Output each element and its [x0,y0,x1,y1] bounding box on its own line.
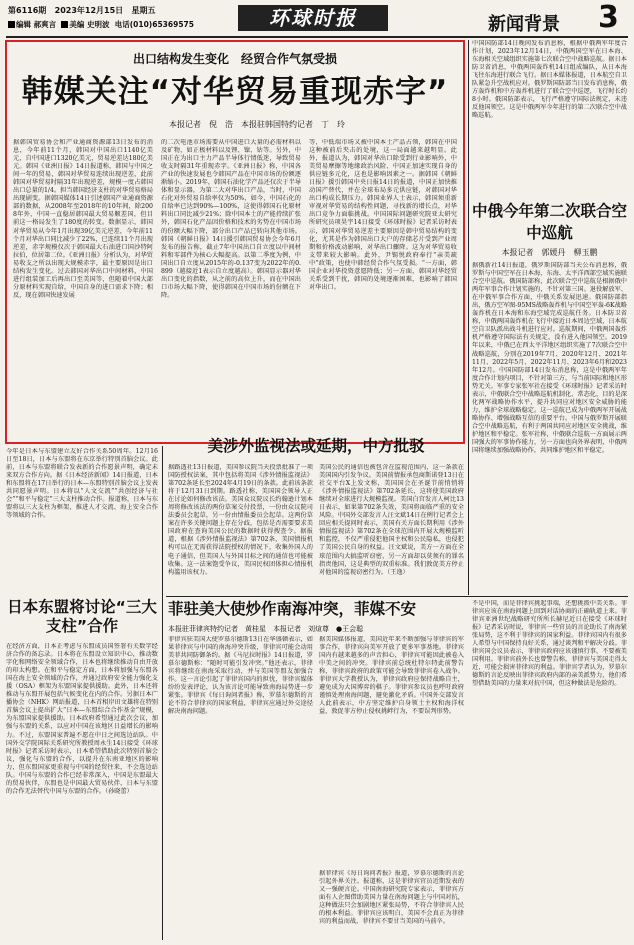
right-lead-top [472,40,627,200]
bottom-byline: 本报驻菲律宾特约记者 黄桂星 本报记者 刘煊尊 ●王会聪 [168,625,364,633]
masthead [0,0,634,38]
page-number: 3 [598,0,619,35]
bottom-title: 菲驻美大使炒作南海冲突，菲媒不安 [168,600,417,618]
bottom-article-divider [166,596,628,597]
lead-title: 韩媒关注“对华贸易重现赤字” [21,74,449,110]
bottom-body-4: 不是中国，而是菲律宾挑起事端，还想挑拨中美关系。菲律宾应该在南海问题上回到对话协商的正确轨道上来。菲律宾亚洲世纪战略研究所所长赫尼近日在接受《环球时报》记者采访时说，菲律宾一些官员的言论助长了南海紧张局势，这不利于菲律宾的国家利益。菲律宾国内有很多人希望与中国保持良好关系，通过谈判和平解决分歧。菲律宾国会议员表示，菲律宾政府应该谨慎行事，不要被美国利用。菲律宾前外长也曾警告称，菲律宾与美国走得太近，可能会损害菲律宾的利益。菲律宾学者认为，罗慕尔德斯的言论反映出菲律宾政府内部的亲美派势力，他们希望借助美国的力量来对抗中国，但这种做法是危险的。 [472,600,627,688]
left-col-top-text: 今年是日本与东盟建立友好合作关系50周年。12月16日至18日，日本与东盟将在东京举行特别首脑会议。此前，日本与东盟将联合发表新的合作愿景声明，确定未来双方合作方向。据《日本经济新闻》14日报道，日本和东盟将在17日举行的日本—东盟特别首脑会议上发表共同愿景声明。日本将以“人文交流”“共创经济与社会”“和平与稳定”三大支柱推动合作。报道称，日本与东盟将以三大支柱为框架，推进人才交流、海上安全合作等领域的合作。 [6,448,158,520]
bottom-body-1: 菲律宾驻美国大使罗慕尔德斯13日在华盛顿表示，如果菲律宾与中国的南海冲突升级，菲律宾可能会动用美菲共同防御条约。据《马尼拉时报》14日报道，罗慕尔德斯称：“随时可能引发冲突。”他还表示，菲律宾将继续在南海采取行动，并与美国等盟友加强合作。这一言论引起了菲律宾国内的担忧，菲律宾媒体纷纷发表评论，认为该言论可能导致南海局势进一步紧张。菲律宾《每日询问者报》称，罗慕尔德斯的言论不符合菲律宾的国家利益，菲律宾应通过外交途径解决南海问题。 [168,636,313,716]
section-name: 新闻背景 [488,14,560,35]
right-column-divider [468,40,469,595]
middle-body-2: 美国公民的通信也被包含在监视范围内，这一条款在美国国内引发争议。美国前情报承包商斯诺登13日在社交平台X上发文称，美国国会在圣诞节前悄悄将《涉外情报监视法》第702条延长，这将使美国政府继续对全球进行大规模监视。美国白宫发言人柯比13日表示，如果第702条失效，美国将面临严重的安全风险。中国外交部发言人汪文斌14日在例行记者会上回应相关提问时表示，美国有关方面长期利用《涉外情报监视法》第702条在全球范围内开展大规模监听和监控，不仅严重侵犯他国主权和公民隐私，也侵犯了美国公民自身的权益。汪文斌说，美方一方面在全球范围内大搞监听窃密，另一方面却以莫须有的罪名指责他国，这是典型的双重标准。我们敦促美方停止对他国的监视窃密行为。（王逸） [319,464,464,576]
issue-info [8,5,156,16]
right-lead-body-text: 据俄新社14日报道，俄罗斯国防部当天公布消息称，俄罗斯与中国空军在日本海、东海、太平洋西部空域实施联合空中巡航。俄国防部称，此次联合空中巡航是根据俄中两年军事合作计划实施的，不针对第三国。退役解放军、在中俄军事合作方面，中俄关系发展迅速。俄国防部指出，俄方空军图-95MS战略轰炸机与中国空军轰-6K战略轰炸机在日本海和东海空域完成巡航任务。日本防卫省称，中俄两国轰炸机在飞行中接近日本周边空域，日本航空自卫队派出战斗机进行应对。巡航期间，中俄两国轰炸机严格遵守国际法有关规定，没有进入他国领空。2019年以来，中俄已在西太平洋地区组织实施了7次联合空中战略巡航，分别在2019年7月、2020年12月、2021年11月、2022年5月、2022年11月、2023年6月和2023年12月。中国国防部14日发布消息称，这是中俄两军年度合作计划内项目，不针对第三方，与当前国际和地区形势无关。军事专家张军社在接受《环球时报》记者采访时表示，中俄联合空中战略巡航机制化、常态化，目的是深化两军战略协作水平，提升共同应对地区安全威胁的能力，维护全球战略稳定。这一巡航已成为中俄两军开展战略协作、增强战略互信的重要平台。中国与俄罗斯开展联合空中战略巡航，有利于两国共同应对地区安全挑战，维护地区和平稳定。张军社称，中俄联合巡航一方面展示两国强大的军事协作能力，另一方面也向外界表明，中俄两国将继续加强战略协作，共同维护地区和平稳定。 [472,262,627,455]
left-col-top [6,448,158,580]
lead-article-box [5,40,465,444]
bottom-body-2: 据美国媒体报道，美国近年来不断加强与菲律宾的军事合作，菲律宾向美军开放了更多军事基地。菲律宾国内有越来越多的声音担心，菲律宾可能因此被卷入中美之间的冲突。菲律宾前总统杜特尔特此前警告称，菲律宾政府的政策可能会导致菲律宾卷入战争。菲律宾大学教授认为，菲律宾政府应保持战略自主，避免成为大国博弈的棋子。菲律宾参议员也呼吁政府谨慎处理南海问题，避免激化矛盾。中国外交部发言人此前表示，中方坚定维护自身领土主权和海洋权益，敦促菲方停止侵权挑衅行为，不要误判形势。 [319,636,464,716]
bottom-col-1 [168,636,313,938]
middle-col-1 [168,464,313,592]
newspaper-logo [238,5,388,31]
left-column-divider [162,446,163,940]
issue-number: 第6116期 [8,6,47,15]
right-lead-body [472,262,627,595]
issue-date: 2023年12月15日 [54,6,124,15]
left-col-title: 日本东盟将讨论“三大支柱”合作 [7,598,157,635]
middle-col-2 [319,464,464,592]
lead-kicker: 出口结构发生变化 经贸合作气氛受损 [132,52,337,66]
square-bullet-icon [8,21,15,28]
lead-col-3 [309,139,457,439]
middle-title: 美涉外监视法或延期，中方批驳 [207,437,425,455]
lead-col-1 [13,139,153,439]
staff-designer: 美编 史明波 [69,20,110,29]
masthead-divider [6,36,628,38]
bottom-col-4 [472,600,627,938]
square-bullet-icon [61,21,68,28]
left-col-body-text: 在经济方面，日本正考虑与东盟成员国签署有关数字经济合作的备忘录。日本将在东盟设立知识中心，推动数字化和网络安全领域合作，日本也将继续推动自由开放的印太构想。在和平与稳定方面，日本将加强与东盟各国在海上安全领域的合作，并通过政府安全能力强化支援（OSA）框架为东盟国家提供援助。此外，日本还将推动与东盟开展包括气候变化在内的合作。另据日本广播协会（NHK）网站报道，日本首相岸田文雄将在特别首脑会议上提出扩大“日本—东盟综合合作基金”规模，为东盟国家提供援助。日本政府希望通过此次会议，加强与东盟的关系，以应对中国在该地区日益增长的影响力。不过，东盟国家普遍不愿在中日之间选边站队。中国外交学院国际关系研究所教授周永生14日接受《环球时报》记者采访时表示，日本希望借助此次特别首脑会议，强化与东盟的合作，以提升在东南亚地区的影响力，但东盟国家更重视与中国的经贸往来，不会选边站队。中国与东盟的合作已经非常深入，中国是东盟最大的贸易伙伴，东盟也是中国最大贸易伙伴，日本与东盟的合作无法替代中国与东盟的合作。（孙晓蕾） [6,643,158,795]
left-col-body [6,643,158,938]
right-lead-title: 中俄今年第二次联合空中巡航 [472,202,628,242]
bottom-body-3: 据菲律宾《每日询问者报》报道，罗慕尔德斯的言论引起外界关注。报道称，这是菲律宾官员近期发表的又一强硬言论。中国南海研究院专家表示，菲律宾方面有人企图借助美国力量在南海问题上与中国对抗，这种做法只会加剧地区紧张局势，不符合菲律宾人民的根本利益。菲律宾应该明白，美国不会真正为菲律宾的利益而战，菲律宾不要甘当美国的马前卒。 [319,870,464,926]
lead-body-3: 等，中低端市场又被中国本土产品占领，韩国在中国这种被前后夹击的处境，这一局面越来越明显。此外，报道认为，韩国对华出口除受到行业影响外，中美贸易摩擦等地缘政治风险、中国正加速实现自身的供应链多元化，这也是影响因素之一。据韩国《朝鲜日报》援引韩国中央日报14日的报道，中国正加快推动国产替代，并在全球布局多元供应链，对韩国对华出口构成长期压力。韩国业界人士表示，韩国须重新审视对华贸易的结构性问题，寻找新的增长点，对华出口竞争力面临挑战。中国国际问题研究院亚太研究所研究员项昊宇14日接受《环球时报》记者采访时表示，韩国对华贸易逆差主要原因是韩中贸易结构的变化，尤其是作为韩国出口大户的存储芯片受到产业周期和价格波动影响，对华出口骤降。这为对华贸易收支带来较大影响。此外，尹锡悦政府奉行“亲美疏中”政策，也使中韩经贸合作气氛受损。“一方面，韩国企业对华投资意愿降低；另一方面，韩国对华经贸关系受到干扰，韩国的处境逐渐困难，也影响了韩国对华出口。 [309,139,457,291]
lead-byline: 本报记者 倪 浩 本报驻韩国特约记者 丁 玲 [169,120,345,129]
lead-body-2: 的二次电池市场需要从中国进口大量的必需材料以及矿物，如正极材料以及锂、镍、钴等。另外，中国正在为出口主力产品半导体行情低迷，导致贸易收支时隔31年重现赤字。《亚洲日报》称，中国各产业的快速发展也令韩国产品在中国市场的份额逐渐缩小。2019年，韩国石油化学产品还仅次于半导体和显示器，为第二大对华出口产品，当时，中国石化对外贸易自给率仅为50%，如今，中国石化的自给率已达到90%—100%，这使得韩国石化原材料出口同比减少21%；除中国本土的产能持续扩张外，韩国石化产品因价格和技术的劣势在中国市场的份额大幅下降，部分出口产品已转向其他市场。韩国《朝鲜日报》14日援引韩国贸易协会今年6月发布的报告称，截止7年中国出口自立度以中间材料和零部件为核心大幅提高。以第二季度为例，中国出口自立度从2015年的-0.137变为2022年的0.899（越接近1表示自立度越高）。韩国显示器对华出口变化的指数，从之前的高位上升，而在中国出口市场大幅下降，使得韩国在中国市场的份额在下降。 [161,139,301,299]
right-lead-byline: 本报记者 郭媛丹 柳玉鹏 [501,248,598,257]
lead-body-1: 据韩国贸易协会和产业通商资源部13日发布的消息，今年前11个月，韩国对中国出口1140亿美元，自中国进口1320亿美元，贸易逆差达180亿美元。韩国《亚洲日报》14日报道称，韩国与中国之间一年的贸易，韩国对华贸易连续出现逆差，此前韩国对华贸易时隔31年出现逆差，规模一度占韩国出口总量的1/4。担当韩国经济支柱的对华贸易格局出现剧变。据韩国媒体14日引述韩国产业通商资源部的数据，从2008年至2018年的10年间，除2008年外，中国一直稳居韩国最大贸易顺差国，但目前这一格局发生了180度的转变。数据显示，韩国对华贸易从今年1月出现39亿美元逆差，今年前11个月对华出口同比减少了22%，已连续11个月出现逆差，赤字规模仅次于韩国最大石油进口国沙特阿拉伯，位居第二位。《亚洲日报》分析认为，对华贸易收支之所以出现大规模赤字，最主要原因是出口结构发生变化。过去韩国对华出口中间材料，中国进行组装加工后再出口至美国等，但随着中国大部分原材料实现自给，中国自身的进口需求下降；相反，现在韩国快速发展 [13,139,153,299]
middle-body-1: 据路透社13日报道，美国参议院当天投票批准了一项国防授权法案，其中包括将美国《涉外情报监视法》第702条延长至2024年4月19日的条款。此前该条款将于12月31日到期。路透社称，美国国会领导人正在讨论如何修改该法。美国众议院议长约翰逊计划本周将修改该法的两份草案交付投票，一份由众议院司法委员会起草，另一份由情报委员会起草。这两份草案在许多关键问题上存在分歧，包括是否需要要求美国政府在查询美国公民的数据时获得搜查令。据报道，根据《涉外情报监视法》第702条，美国情报机构可以在无需获得法院授权的情况下，收集外国人的电子通信，但美国人与外国目标之间的通信也可能被收集。这一法案饱受争议，美国民权团体担心情报机构滥用该权力。 [168,464,313,576]
bottom-col-3 [319,870,464,938]
staff-info [8,19,194,30]
issue-weekday: 星期五 [131,6,156,15]
right-lead-top-text: 中国国防部14日晚间发布消息称，根据中俄两军年度合作计划，2023年12月14日，中俄两国空军在日本海、东海相关空域组织实施第七次联合空中战略巡航。据日本防卫省消息，中俄两国轰炸机14日组成编队，从日本海飞往东海进行联合飞行。据日本媒体报道，日本航空自卫队紧急升空战机应对。俄罗斯国防部当日发布消息称，俄方轰炸机和中方轰炸机进行了联合空中巡逻，飞行时长约8小时。俄国防部表示，飞行严格遵守国际法规定，未违反他国领空。这是中俄两军今年进行的第二次联合空中战略巡航。 [472,40,627,120]
staff-phone: 电话(010)65369575 [114,20,194,29]
logo-text: 环球时报 [269,6,357,30]
lead-col-2 [161,139,301,439]
staff-editor: 编辑 郝爽言 [16,20,57,29]
